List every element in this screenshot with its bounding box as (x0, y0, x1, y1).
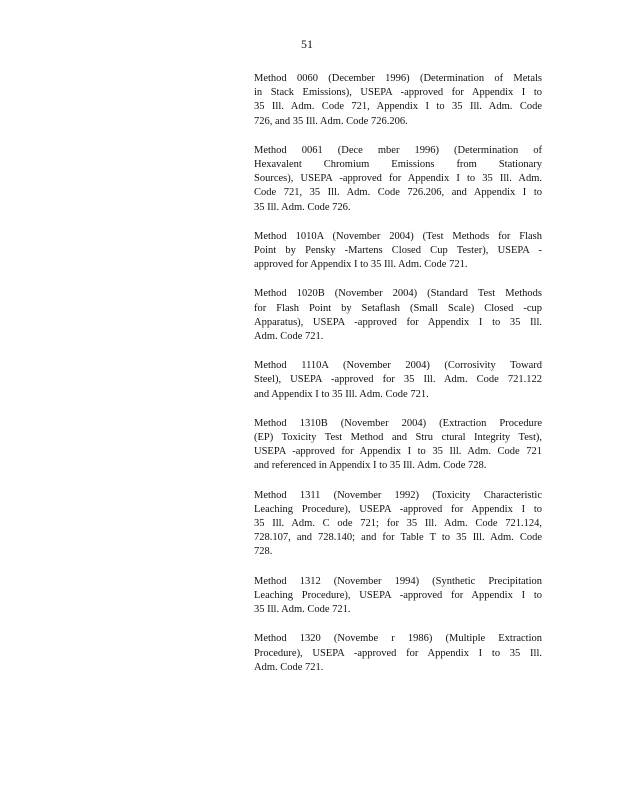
method-entry (254, 359, 542, 402)
method-entry-line: Method 0061 (Dece mber 1996) (Determination of (254, 144, 542, 156)
method-entry (254, 632, 542, 675)
method-entry-line: and referenced in Appendix I to 35 Ill. Adm. Code 728. (254, 460, 487, 472)
method-entry-line: approved for Appendix I to 35 Ill. Adm. Code 721. (254, 259, 468, 271)
method-entry-line: 728. (254, 546, 273, 558)
method-entry-line: 35 Ill. Adm. C ode 721; for 35 Ill. Adm. Code 721.124, (254, 518, 542, 530)
method-entry-line: Leaching Procedure), USEPA -approved for Appendix I to (254, 503, 542, 515)
method-entry-line: Method 1312 (November 1994) (Synthetic Precipitation (254, 575, 542, 587)
method-entry-line: Method 1020B (November 2004) (Standard Test Methods (254, 288, 542, 300)
method-entry-line: Procedure), USEPA -approved for Appendix I to 35 Ill. (254, 647, 542, 659)
method-entry-line: Leaching Procedure), USEPA -approved for Appendix I to (254, 589, 542, 601)
method-entry-line: Method 1310B (November 2004) (Extraction Procedure (254, 417, 542, 429)
method-entry-line: Adm. Code 721. (254, 661, 324, 673)
method-entry (254, 230, 542, 273)
method-entry-line: 35 Ill. Adm. Code 721. (254, 604, 351, 616)
method-entry (254, 144, 542, 215)
method-entry-line: Hexavalent Chromium Emissions from Stationary (254, 159, 542, 171)
method-entry-line: Apparatus), USEPA -approved for Appendix I to 35 Ill. (254, 316, 542, 328)
method-entry-line: Adm. Code 721. (254, 331, 324, 343)
method-entry-line: 726, and 35 Ill. Adm. Code 726.206. (254, 115, 408, 127)
page-number: 51 (301, 37, 313, 51)
method-entry-line: Code 721, 35 Ill. Adm. Code 726.206, and Appendix I to (254, 187, 542, 199)
method-entry-line: 35 Ill. Adm. Code 721, Appendix I to 35 Ill. Adm. Code (254, 101, 542, 113)
method-entry-line: and Appendix I to 35 Ill. Adm. Code 721. (254, 388, 429, 400)
method-entry-line: Sources), USEPA -approved for Appendix I to 35 Ill. Adm. (254, 173, 542, 185)
method-entry (254, 72, 542, 129)
method-list (254, 72, 542, 690)
method-entry-line: in Stack Emissions), USEPA -approved for Appendix I to (254, 87, 542, 99)
method-entry-line: for Flash Point by Setaflash (Small Scale) Closed -cup (254, 302, 542, 314)
method-entry-line: Steel), USEPA -approved for 35 Ill. Adm. Code 721.122 (254, 374, 542, 386)
method-entry-line: Point by Pensky -Martens Closed Cup Tester), USEPA - (254, 245, 542, 257)
method-entry (254, 575, 542, 618)
method-entry-line: Method 1320 (Novembe r 1986) (Multiple Extraction (254, 633, 542, 645)
method-entry (254, 489, 542, 560)
method-entry-line: Method 1311 (November 1992) (Toxicity Characteristic (254, 489, 542, 501)
method-entry-line: 35 Ill. Adm. Code 726. (254, 201, 351, 213)
method-entry-line: Method 0060 (December 1996) (Determination of Metals (254, 73, 542, 84)
method-entry-line: Method 1110A (November 2004) (Corrosivity Toward (254, 360, 542, 372)
method-entry-line: (EP) Toxicity Test Method and Stru ctural Integrity Test), (254, 432, 542, 444)
method-entry-line: USEPA -approved for Appendix I to 35 Ill. Adm. Code 721 (254, 446, 542, 458)
method-entry-line: Method 1010A (November 2004) (Test Methods for Flash (254, 230, 542, 242)
method-entry-line: 728.107, and 728.140; and for Table T to 35 Ill. Adm. Code (254, 532, 542, 544)
method-entry (254, 287, 542, 344)
method-entry (254, 417, 542, 474)
